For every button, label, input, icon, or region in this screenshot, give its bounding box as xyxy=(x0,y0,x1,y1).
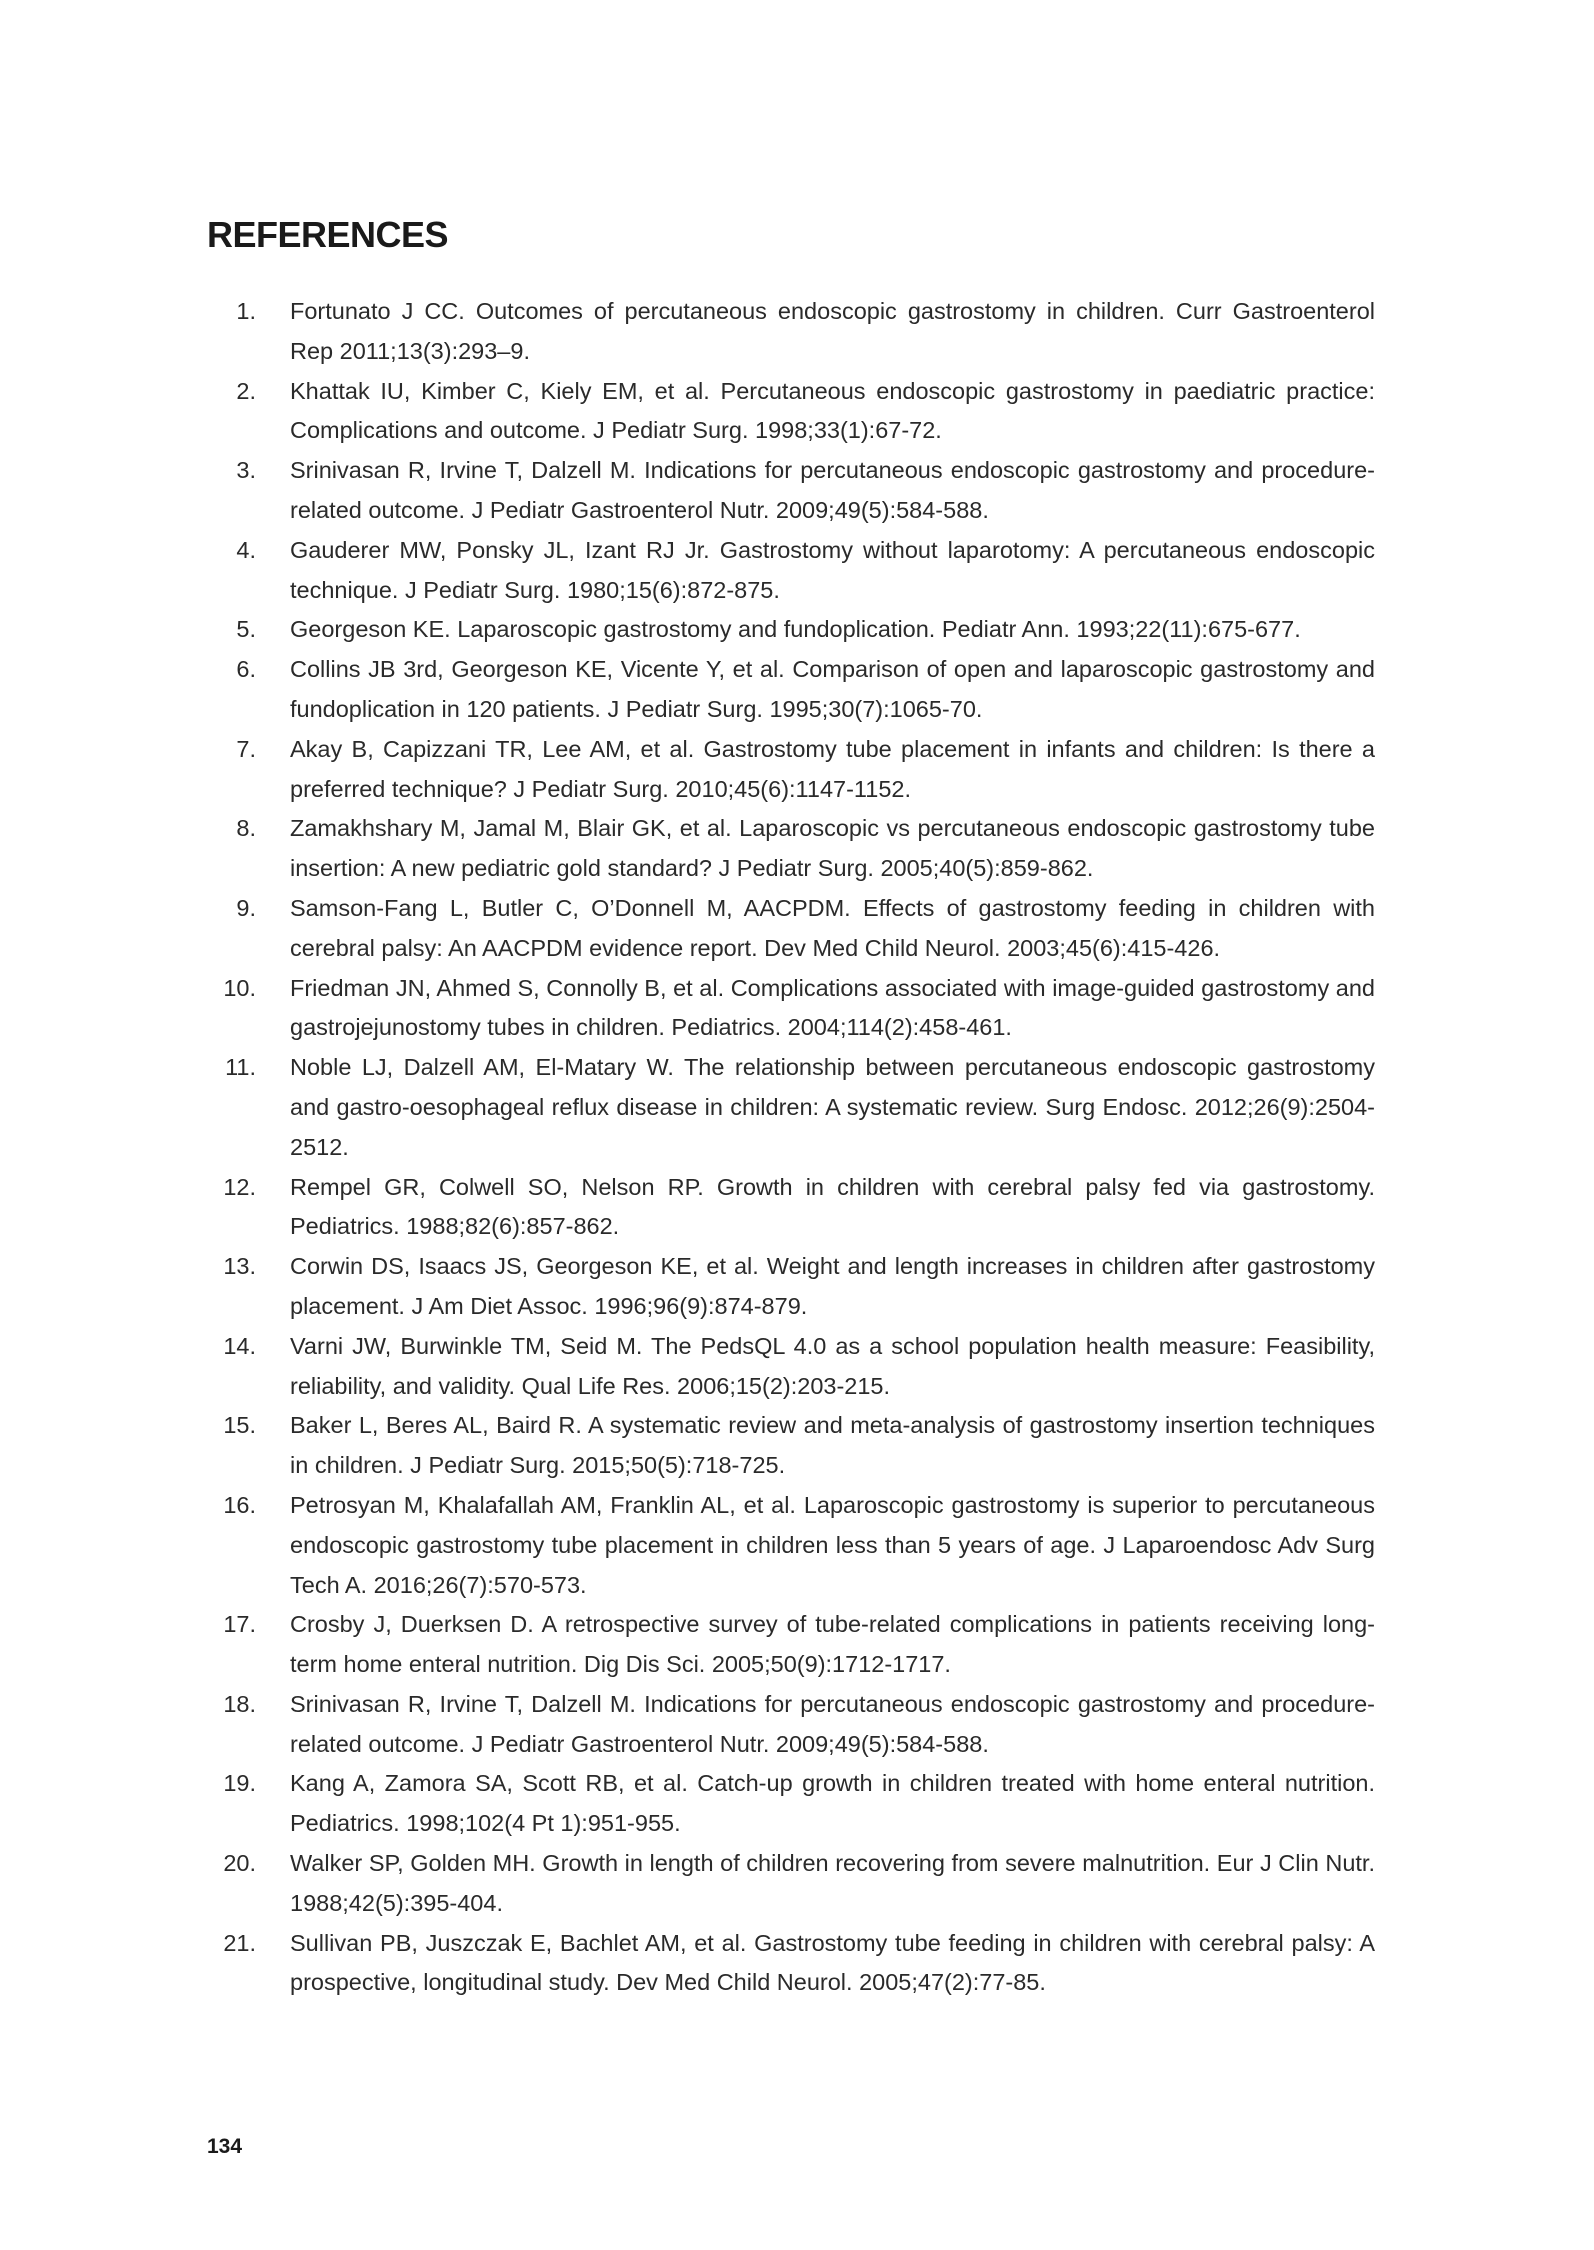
reference-text: Srinivasan R, Irvine T, Dalzell M. Indications for percutaneous endoscopic gastrostomy and procedure-related outcome. J Pediatr Gastroenterol Nutr. 2009;49(5):584-588. xyxy=(290,1690,1375,1757)
reference-item xyxy=(207,610,1375,650)
reference-number: 17. xyxy=(223,1611,256,1638)
reference-item xyxy=(207,1327,1375,1407)
reference-item xyxy=(207,531,1375,611)
reference-number: 3. xyxy=(236,457,256,484)
reference-text: Varni JW, Burwinkle TM, Seid M. The PedsQL 4.0 as a school population health measure: Feasibility, reliability, and validity. Qual Life Res. 2006;15(2):203-215. xyxy=(290,1332,1375,1399)
reference-list xyxy=(207,292,1375,2003)
reference-text: Sullivan PB, Juszczak E, Bachlet AM, et al. Gastrostomy tube feeding in children with cerebral palsy: A prospective, longitudinal study. Dev Med Child Neurol. 2005;47(2):77-85. xyxy=(290,1929,1375,1996)
reference-number: 2. xyxy=(236,377,256,404)
reference-item xyxy=(207,1924,1375,2004)
reference-item xyxy=(207,1048,1375,1167)
reference-text: Noble LJ, Dalzell AM, El-Matary W. The relationship between percutaneous endoscopic gastrostomy and gastro-oesophageal reflux disease in children: A systematic review. Surg Endosc. 2012;26(9):2504-2512. xyxy=(290,1054,1375,1160)
reference-item xyxy=(207,809,1375,889)
reference-text: Akay B, Capizzani TR, Lee AM, et al. Gastrostomy tube placement in infants and children: Is there a preferred technique? J Pediatr Surg. 2010;45(6):1147-1152. xyxy=(290,735,1375,802)
reference-number: 8. xyxy=(236,815,256,842)
reference-item xyxy=(207,451,1375,531)
reference-item xyxy=(207,650,1375,730)
reference-text: Rempel GR, Colwell SO, Nelson RP. Growth in children with cerebral palsy fed via gastrostomy. Pediatrics. 1988;82(6):857-862. xyxy=(290,1173,1375,1240)
reference-text: Baker L, Beres AL, Baird R. A systematic review and meta-analysis of gastrostomy insertion techniques in children. J Pediatr Surg. 2015;50(5):718-725. xyxy=(290,1412,1375,1479)
reference-item xyxy=(207,1247,1375,1327)
reference-text: Zamakhshary M, Jamal M, Blair GK, et al. Laparoscopic vs percutaneous endoscopic gastrostomy tube insertion: A new pediatric gold standard? J Pediatr Surg. 2005;40(5):859-862. xyxy=(290,815,1375,882)
reference-number: 10. xyxy=(223,974,256,1001)
reference-text: Srinivasan R, Irvine T, Dalzell M. Indications for percutaneous endoscopic gastrostomy and procedure-related outcome. J Pediatr Gastroenterol Nutr. 2009;49(5):584-588. xyxy=(290,457,1375,523)
reference-item xyxy=(207,1406,1375,1486)
reference-item xyxy=(207,1605,1375,1685)
reference-text: Khattak IU, Kimber C, Kiely EM, et al. Percutaneous endoscopic gastrostomy in paediatric practice: Complications and outcome. J Pediatr Surg. 1998;33(1):67-72. xyxy=(290,377,1375,444)
reference-number: 1. xyxy=(236,298,256,324)
reference-text: Walker SP, Golden MH. Growth in length of children recovering from severe malnutrition. Eur J Clin Nutr. 1988;42(5):395-404. xyxy=(290,1850,1375,1916)
reference-number: 11. xyxy=(225,1054,256,1081)
reference-item xyxy=(207,730,1375,810)
reference-number: 19. xyxy=(223,1770,256,1797)
reference-item xyxy=(207,1168,1375,1248)
reference-text: Kang A, Zamora SA, Scott RB, et al. Catch-up growth in children treated with home enteral nutrition. Pediatrics. 1998;102(4 Pt 1):951-955. xyxy=(290,1770,1375,1837)
reference-number: 7. xyxy=(236,735,256,762)
reference-number: 14. xyxy=(223,1332,256,1359)
reference-number: 5. xyxy=(236,616,256,643)
reference-number: 13. xyxy=(223,1253,256,1280)
reference-number: 6. xyxy=(236,656,256,683)
reference-number: 21. xyxy=(223,1929,256,1956)
reference-number: 4. xyxy=(236,536,256,563)
reference-item xyxy=(207,1764,1375,1844)
reference-text: Collins JB 3rd, Georgeson KE, Vicente Y, et al. Comparison of open and laparoscopic gastrostomy and fundoplication in 120 patients. J Pediatr Surg. 1995;30(7):1065-70. xyxy=(290,656,1375,722)
reference-text: Samson-Fang L, Butler C, O’Donnell M, AACPDM. Effects of gastrostomy feeding in children with cerebral palsy: An AACPDM evidence report. Dev Med Child Neurol. 2003;45(6):415-426. xyxy=(290,894,1375,961)
reference-item xyxy=(207,1685,1375,1765)
reference-number: 16. xyxy=(223,1491,256,1518)
reference-number: 12. xyxy=(223,1173,256,1200)
reference-item xyxy=(207,969,1375,1049)
reference-item xyxy=(207,889,1375,969)
reference-number: 20. xyxy=(223,1850,256,1877)
reference-text: Crosby J, Duerksen D. A retrospective survey of tube-related complications in patients receiving long-term home enteral nutrition. Dig Dis Sci. 2005;50(9):1712-1717. xyxy=(290,1611,1375,1678)
reference-number: 15. xyxy=(223,1412,256,1439)
reference-item xyxy=(207,1844,1375,1924)
reference-item xyxy=(207,372,1375,452)
reference-text: Gauderer MW, Ponsky JL, Izant RJ Jr. Gastrostomy without laparotomy: A percutaneous endoscopic technique. J Pediatr Surg. 1980;15(6):872-875. xyxy=(290,536,1375,603)
reference-item xyxy=(207,1486,1375,1605)
reference-text: Georgeson KE. Laparoscopic gastrostomy and fundoplication. Pediatr Ann. 1993;22(11):675-677. xyxy=(290,616,1301,643)
reference-text: Fortunato J CC. Outcomes of percutaneous endoscopic gastrostomy in children. Curr Gastroenterol Rep 2011;13(3):293–9. xyxy=(290,298,1375,364)
reference-number: 18. xyxy=(223,1690,256,1717)
page-number: 134 xyxy=(207,2135,243,2158)
reference-text: Friedman JN, Ahmed S, Connolly B, et al. Complications associated with image-guided gastrostomy and gastrojejunostomy tubes in children. Pediatrics. 2004;114(2):458-461. xyxy=(290,974,1375,1041)
reference-text: Corwin DS, Isaacs JS, Georgeson KE, et al. Weight and length increases in children after gastrostomy placement. J Am Diet Assoc. 1996;96(9):874-879. xyxy=(290,1253,1375,1319)
reference-number: 9. xyxy=(236,894,256,921)
reference-text: Petrosyan M, Khalafallah AM, Franklin AL, et al. Laparoscopic gastrostomy is superior to percutaneous endoscopic gastrostomy tube placement in children less than 5 years of age. J Laparoendosc Adv Surg Tech A. 2016;26(7):570-573. xyxy=(290,1491,1375,1598)
reference-item xyxy=(207,292,1375,372)
page-heading: REFERENCES xyxy=(207,214,449,255)
